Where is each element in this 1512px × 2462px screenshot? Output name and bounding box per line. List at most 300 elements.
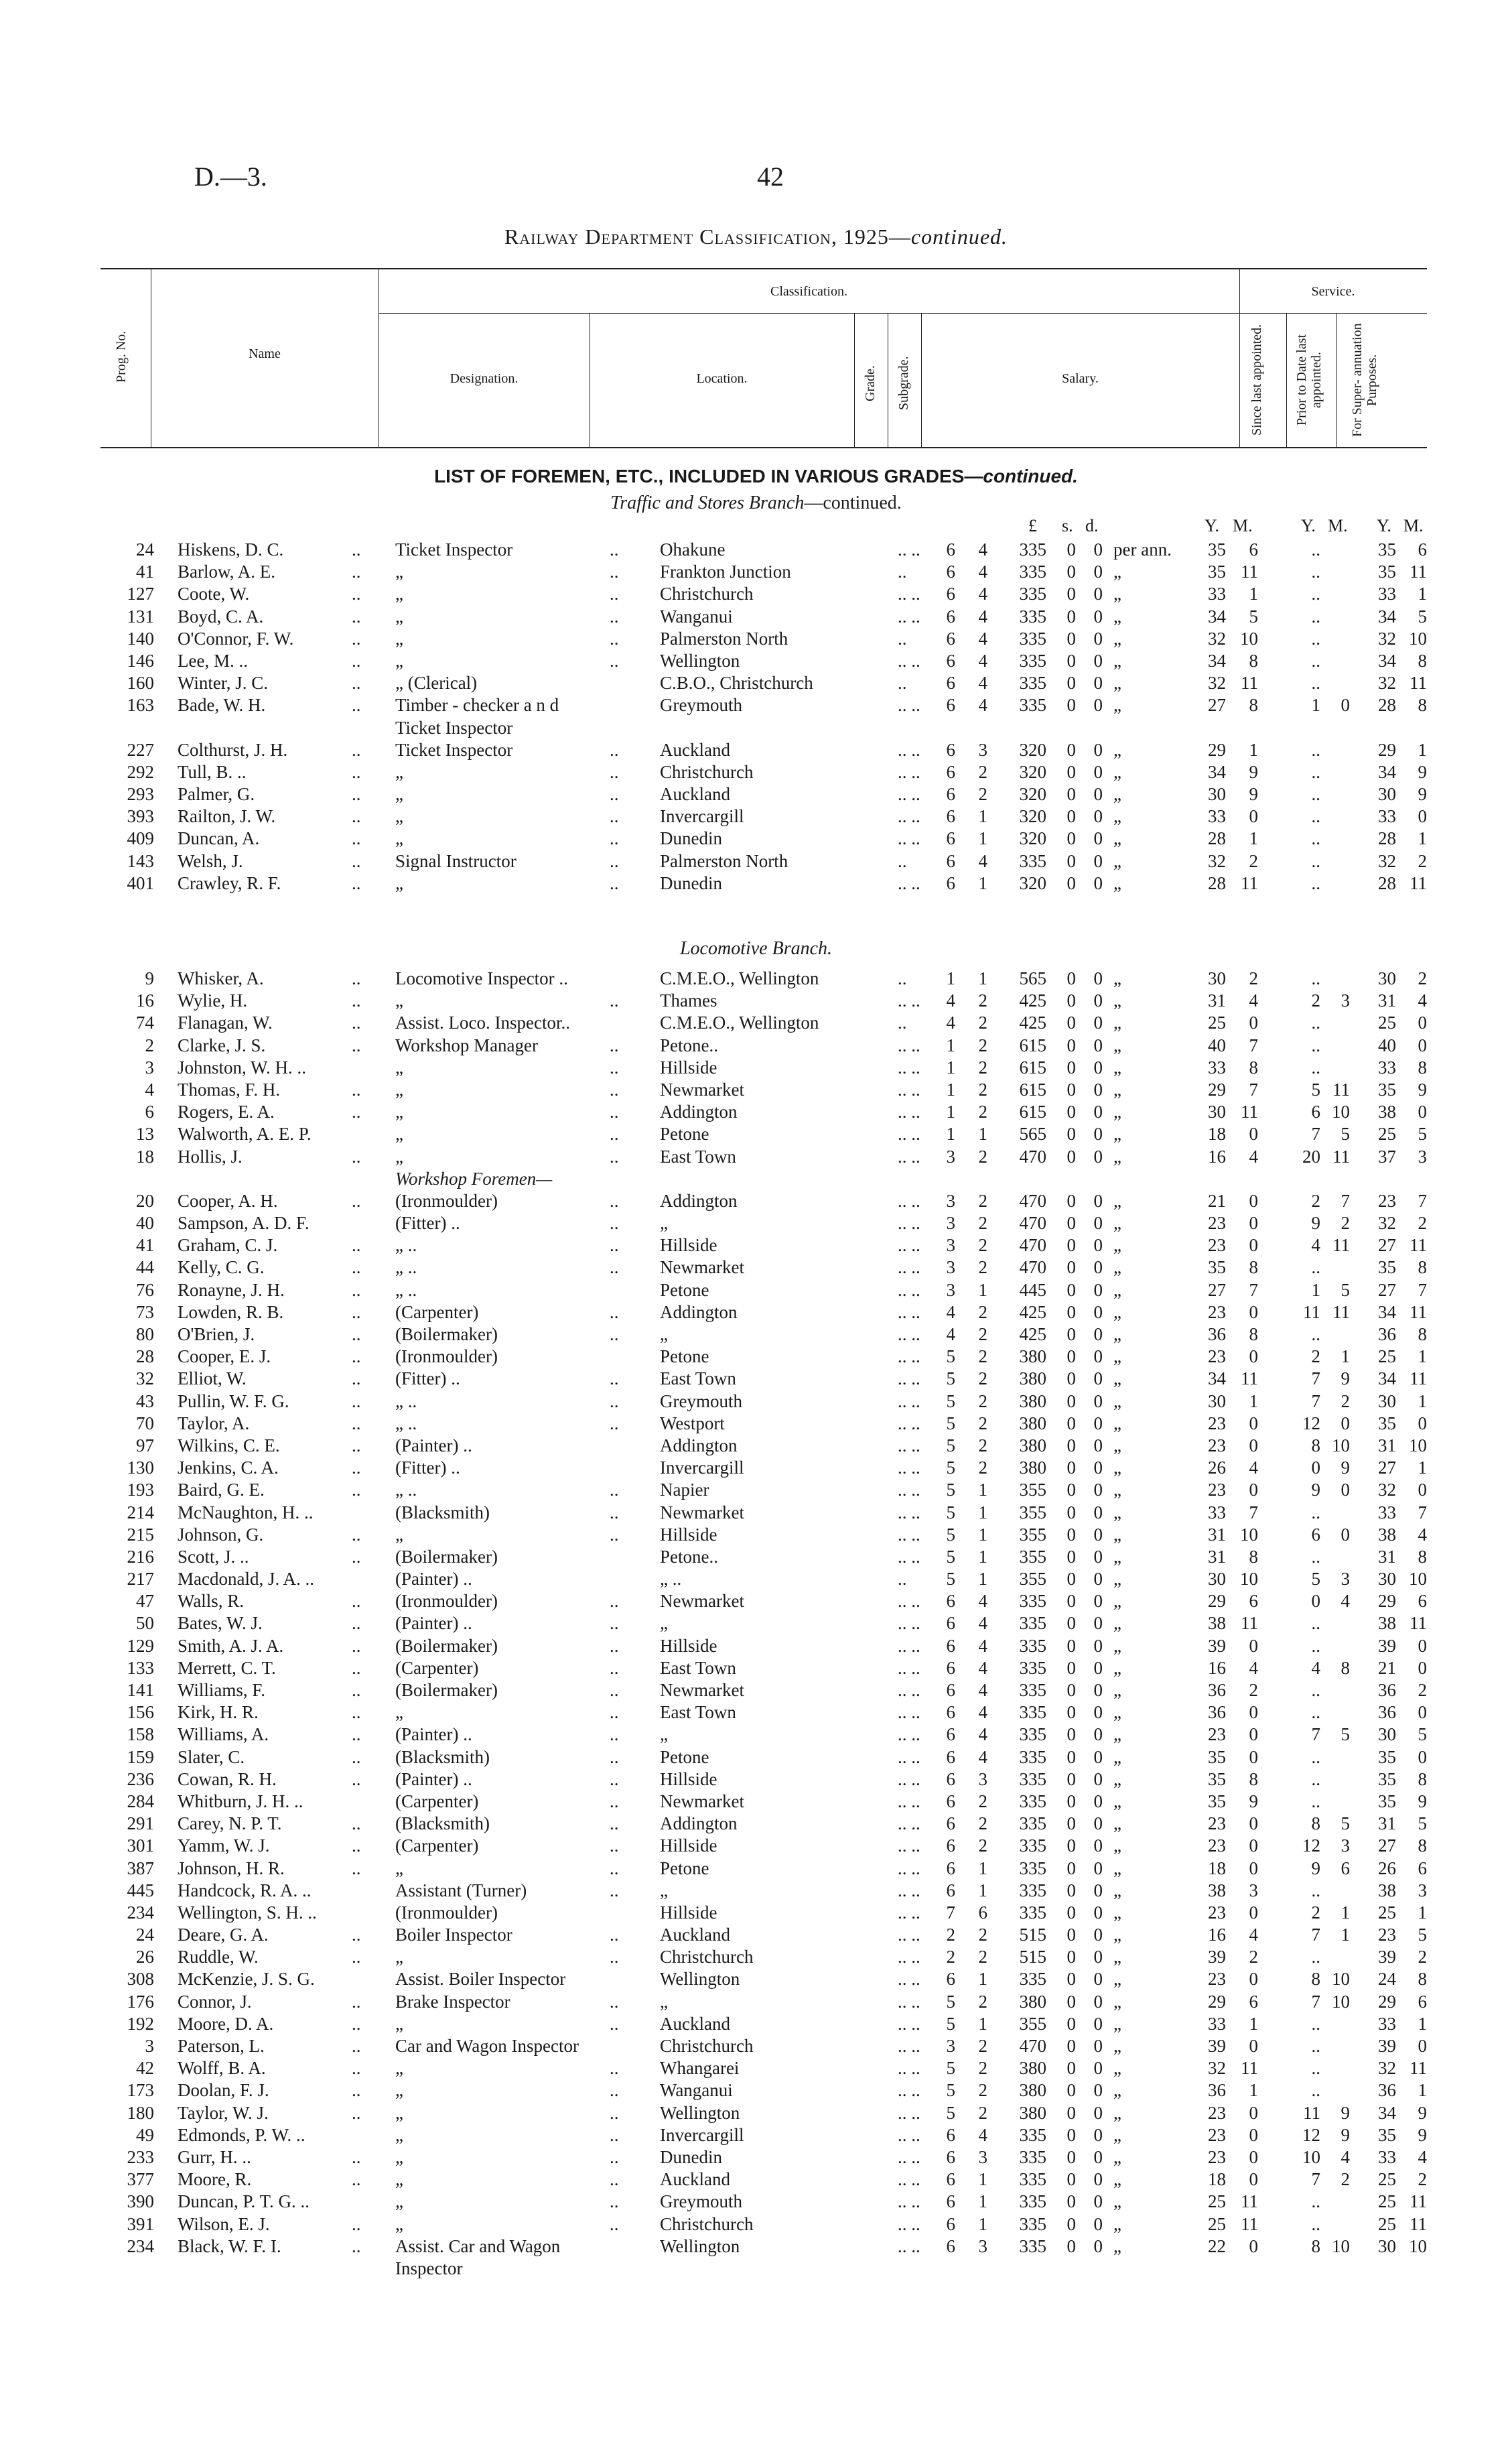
grade-cell: 6: [946, 1813, 955, 1834]
table-row: [0, 1368, 1512, 1390]
location-cell: Addington: [660, 1301, 738, 1322]
salary-period-cell: „: [1113, 2213, 1121, 2234]
prior-years-cell: 8: [1311, 1435, 1320, 1455]
leader-dots: .. ..: [898, 2236, 920, 2256]
leader-dots: .. ..: [898, 1457, 920, 1478]
since-last-months-cell: 0: [1249, 1413, 1258, 1433]
designation-cell: „: [395, 806, 403, 827]
subgrade-cell: 1: [978, 872, 987, 893]
prog-no-cell: 158: [127, 1724, 154, 1745]
salary-pence-cell: 0: [1093, 2013, 1103, 2034]
leader-dots: .. ..: [898, 2080, 920, 2101]
superannuation-years-cell: 38: [1378, 1524, 1396, 1545]
leader-dots: .. ..: [898, 2213, 920, 2234]
salary-period-cell: „: [1113, 990, 1121, 1011]
since-last-years-cell: 35: [1208, 539, 1226, 560]
superannuation-months-cell: 6: [1418, 1991, 1427, 2012]
salary-pounds-cell: 335: [1019, 2213, 1046, 2234]
location-cell: „: [660, 1880, 668, 1900]
name-cell: Connor, J.: [178, 1991, 252, 2012]
leader-dots: ..: [898, 628, 907, 649]
superannuation-months-cell: 2: [1418, 850, 1427, 871]
subgrade-cell: 4: [978, 673, 987, 694]
table-row: [0, 1235, 1512, 1257]
subgrade-cell: 4: [978, 1635, 987, 1656]
prior-months-cell: 2: [1341, 1390, 1350, 1411]
leader-dots: ..: [610, 606, 619, 627]
document-title: [0, 224, 1512, 249]
superannuation-months-cell: 5: [1418, 1925, 1427, 1945]
superannuation-months-cell: 9: [1418, 1791, 1427, 1811]
prior-years-cell: ..: [1311, 1057, 1320, 1078]
superannuation-years-cell: 32: [1378, 2058, 1396, 2079]
column-divider: [1286, 313, 1287, 447]
designation-cell: „: [395, 2213, 403, 2234]
prog-no-cell: 216: [127, 1546, 154, 1567]
since-last-months-cell: 0: [1249, 1190, 1258, 1211]
name-cell: Bade, W. H.: [178, 695, 266, 716]
grade-cell: 3: [946, 1190, 955, 1211]
name-cell: Walworth, A. E. P.: [178, 1124, 312, 1145]
salary-pounds-cell: 335: [1019, 606, 1046, 627]
unit-labels: [0, 516, 1512, 536]
since-last-months-cell: 8: [1249, 1324, 1258, 1344]
since-last-years-cell: 32: [1208, 850, 1226, 871]
superannuation-months-cell: 11: [1410, 1301, 1427, 1322]
designation-cell: „: [395, 1057, 403, 1078]
table-row: [0, 1925, 1512, 1947]
since-last-years-cell: 25: [1208, 1013, 1226, 1033]
designation-cell: Assistant (Turner): [395, 1880, 527, 1900]
prog-no-cell: 16: [136, 990, 154, 1011]
salary-shillings-cell: 0: [1067, 1635, 1076, 1656]
grade-cell: 5: [946, 1346, 955, 1367]
superannuation-years-cell: 28: [1378, 872, 1396, 893]
salary-pence-cell: 0: [1093, 1213, 1103, 1234]
leader-dots: ..: [610, 1680, 619, 1700]
since-last-months-cell: 0: [1249, 1858, 1258, 1878]
salary-period-cell: „: [1113, 1279, 1121, 1300]
salary-shillings-cell: 0: [1067, 2124, 1076, 2145]
salary-shillings-cell: 0: [1067, 1480, 1076, 1500]
table-row: [0, 806, 1512, 828]
since-last-years-cell: 25: [1208, 2213, 1226, 2234]
location-cell: Newmarket: [660, 1791, 744, 1811]
table-row: [0, 1302, 1512, 1324]
grade-cell: 6: [946, 1613, 955, 1634]
since-last-years-cell: 34: [1208, 606, 1226, 627]
leader-dots: .. ..: [898, 2191, 920, 2212]
salary-period-cell: „: [1113, 828, 1121, 849]
since-last-months-cell: 4: [1249, 1457, 1258, 1478]
designation-cell: „: [395, 2169, 403, 2190]
salary-pence-cell: 0: [1093, 990, 1103, 1011]
location-cell: Newmarket: [660, 1680, 744, 1700]
since-last-years-cell: 39: [1208, 2036, 1226, 2056]
salary-pence-cell: 0: [1093, 1591, 1103, 1612]
salary-period-cell: „: [1113, 1768, 1121, 1789]
location-cell: Dunedin: [660, 828, 722, 849]
leader-dots: ..: [352, 1746, 361, 1767]
prog-no-cell: 13: [136, 1124, 154, 1145]
prior-months-cell: 11: [1332, 1146, 1350, 1167]
leader-dots: .. ..: [898, 2058, 920, 2079]
leader-dots: ..: [352, 1680, 361, 1700]
superannuation-months-cell: 11: [1410, 2058, 1427, 2079]
since-last-months-cell: 0: [1249, 1013, 1258, 1033]
since-last-years-cell: 33: [1208, 2013, 1226, 2034]
location-cell: Wanganui: [660, 606, 733, 627]
leader-dots: ..: [352, 1190, 361, 1211]
prior-months-cell: 9: [1341, 1457, 1350, 1478]
location-cell: Christchurch: [660, 1947, 754, 1967]
name-cell: O'Connor, F. W.: [178, 628, 294, 649]
salary-period-cell: „: [1113, 1902, 1121, 1923]
leader-dots: ..: [352, 761, 361, 782]
location-cell: Dunedin: [660, 2146, 722, 2167]
name-cell: Scott, J. ..: [178, 1546, 249, 1567]
subgrade-cell: 1: [978, 1524, 987, 1545]
salary-pounds-cell: 320: [1019, 784, 1046, 805]
leader-dots: ..: [610, 2169, 619, 2190]
salary-pounds-cell: 380: [1019, 2080, 1046, 2101]
leader-dots: ..: [610, 784, 619, 805]
prior-years-cell: 4: [1311, 1235, 1320, 1256]
salary-pence-cell: 0: [1093, 1057, 1103, 1078]
table-row: [0, 784, 1512, 806]
subgrade-cell: 4: [978, 539, 987, 560]
superannuation-years-cell: 31: [1378, 1546, 1396, 1567]
location-cell: Ohakune: [660, 539, 726, 560]
leader-dots: .. ..: [898, 2036, 920, 2056]
location-cell: C.M.E.O., Wellington: [660, 968, 819, 988]
since-last-months-cell: 10: [1240, 628, 1258, 649]
table-row: [0, 740, 1512, 762]
grade-cell: 6: [946, 1746, 955, 1767]
table-row: [0, 1636, 1512, 1658]
leader-dots: .. ..: [898, 739, 920, 760]
leader-dots: ..: [610, 1791, 619, 1811]
salary-period-cell: „: [1113, 1858, 1121, 1878]
salary-pence-cell: 0: [1093, 850, 1103, 871]
superannuation-months-cell: 8: [1418, 1546, 1427, 1567]
grade-cell: 1: [946, 1102, 955, 1122]
grade-cell: 6: [946, 806, 955, 827]
leader-dots: ..: [610, 1057, 619, 1078]
salary-period-cell: „: [1113, 2169, 1121, 2190]
salary-pence-cell: 0: [1093, 1835, 1103, 1856]
table-row: [0, 1346, 1512, 1368]
superannuation-months-cell: 0: [1418, 1657, 1427, 1678]
grade-cell: 5: [946, 1413, 955, 1433]
prog-no-cell: 3: [145, 1057, 154, 1078]
superannuation-months-cell: 1: [1418, 2080, 1427, 2101]
table-row: [0, 1613, 1512, 1635]
table-row: [0, 718, 1512, 740]
table-row: [0, 1658, 1512, 1680]
salary-pence-cell: 0: [1093, 695, 1103, 716]
salary-pounds-cell: 425: [1019, 1301, 1046, 1322]
since-last-years-cell: 32: [1208, 628, 1226, 649]
location-cell: East Town: [660, 1368, 736, 1389]
since-last-years-cell: 36: [1208, 2080, 1226, 2101]
location-cell: Greymouth: [660, 695, 742, 716]
since-last-years-cell: 35: [1208, 1746, 1226, 1767]
grade-cell: 6: [946, 739, 955, 760]
salary-period-cell: „: [1113, 1035, 1121, 1055]
leader-dots: ..: [352, 1324, 361, 1344]
superannuation-years-cell: 35: [1378, 1746, 1396, 1767]
since-last-months-cell: 8: [1249, 1546, 1258, 1567]
salary-pence-cell: 0: [1093, 1902, 1103, 1923]
superannuation-months-cell: 1: [1418, 739, 1427, 760]
salary-shillings-cell: 0: [1067, 1013, 1076, 1033]
grade-cell: 3: [946, 1257, 955, 1278]
subgrade-cell: 1: [978, 1858, 987, 1878]
superannuation-months-cell: 7: [1418, 1279, 1427, 1300]
salary-pence-cell: 0: [1093, 539, 1103, 560]
since-last-years-cell: 23: [1208, 2102, 1226, 2123]
superannuation-years-cell: 37: [1378, 1146, 1396, 1167]
since-last-years-cell: 29: [1208, 1591, 1226, 1612]
superannuation-years-cell: 35: [1378, 2124, 1396, 2145]
salary-period-cell: „: [1113, 1569, 1121, 1590]
grade-cell: 6: [946, 539, 955, 560]
salary-pounds-cell: 445: [1019, 1279, 1046, 1300]
traffic-branch-suffix: —continued.: [804, 493, 902, 513]
prog-no-cell: 308: [127, 1969, 154, 1990]
page-number: 42: [757, 161, 784, 192]
traffic-branch-title: Traffic and Stores Branch: [610, 493, 805, 513]
leader-dots: ..: [610, 2213, 619, 2234]
prior-months-cell: 1: [1341, 1925, 1350, 1945]
designation-cell: Inspector: [395, 2258, 463, 2278]
since-last-years-cell: 23: [1208, 1435, 1226, 1455]
subgrade-cell: 2: [978, 1435, 987, 1455]
name-cell: Duncan, A.: [178, 828, 260, 849]
superannuation-months-cell: 5: [1418, 1124, 1427, 1145]
since-last-months-cell: 4: [1249, 1657, 1258, 1678]
salary-period-cell: „: [1113, 1680, 1121, 1700]
leader-dots: ..: [610, 1079, 619, 1100]
since-last-months-cell: 0: [1249, 1813, 1258, 1834]
table-row: [0, 1525, 1512, 1547]
prog-no-cell: 387: [127, 1858, 154, 1878]
prior-years-cell: ..: [1311, 1257, 1320, 1278]
salary-pounds-cell: 335: [1019, 1635, 1046, 1656]
salary-period-cell: „: [1113, 1057, 1121, 1078]
salary-pounds-cell: 615: [1019, 1057, 1046, 1078]
subheading-cell: Workshop Foremen—: [395, 1168, 553, 1189]
grade-cell: 6: [946, 1969, 955, 1990]
designation-cell: „: [395, 828, 403, 849]
salary-shillings-cell: 0: [1067, 1035, 1076, 1055]
since-last-months-cell: 6: [1249, 1591, 1258, 1612]
salary-pounds-cell: 335: [1019, 1835, 1046, 1856]
salary-pounds-cell: 335: [1019, 1902, 1046, 1923]
salary-period-cell: „: [1113, 1435, 1121, 1455]
superannuation-months-cell: 0: [1418, 1013, 1427, 1033]
leader-dots: .. ..: [898, 2169, 920, 2190]
leader-dots: .. ..: [898, 1991, 920, 2012]
superannuation-years-cell: 34: [1378, 2102, 1396, 2123]
section-title: [0, 466, 1512, 487]
since-last-years-cell: 30: [1208, 784, 1226, 805]
table-row: [0, 2147, 1512, 2169]
leader-dots: ..: [610, 1301, 619, 1322]
prior-months-cell: 0: [1341, 1480, 1350, 1500]
superannuation-years-cell: 27: [1378, 1457, 1396, 1478]
prog-no-cell: 141: [127, 1680, 154, 1700]
locomotive-branch-title: Locomotive Branch.: [679, 938, 833, 959]
prior-months-cell: 1: [1341, 1346, 1350, 1367]
location-cell: Addington: [660, 1190, 738, 1211]
superannuation-years-cell: 39: [1378, 1947, 1396, 1967]
salary-shillings-cell: 0: [1067, 1768, 1076, 1789]
grade-cell: 2: [946, 1947, 955, 1967]
leader-dots: ..: [352, 872, 361, 893]
subgrade-cell: 1: [978, 806, 987, 827]
superannuation-months-cell: 8: [1418, 1969, 1427, 1990]
leader-dots: ..: [610, 872, 619, 893]
location-cell: Wanganui: [660, 2080, 733, 2101]
superannuation-years-cell: 33: [1378, 1502, 1396, 1522]
superannuation-years-cell: 35: [1378, 1791, 1396, 1811]
since-last-months-cell: 8: [1249, 1768, 1258, 1789]
designation-cell: „: [395, 2146, 403, 2167]
table-row: [0, 990, 1512, 1013]
prog-no-cell: 70: [136, 1413, 154, 1433]
leader-dots: ..: [352, 1146, 361, 1167]
designation-cell: „: [395, 1102, 403, 1122]
superannuation-months-cell: 2: [1418, 2169, 1427, 2190]
location-cell: Hillside: [660, 1768, 717, 1789]
designation-cell: Ticket Inspector: [395, 739, 513, 760]
leader-dots: ..: [352, 1635, 361, 1656]
salary-period-cell: „: [1113, 1657, 1121, 1678]
since-last-months-cell: 1: [1249, 1390, 1258, 1411]
grade-cell: 4: [946, 1013, 955, 1033]
leader-dots: ..: [610, 1746, 619, 1767]
grade-cell: 6: [946, 1791, 955, 1811]
leader-dots: .. ..: [898, 872, 920, 893]
since-last-months-cell: 0: [1249, 1213, 1258, 1234]
name-cell: Wylie, H.: [178, 990, 248, 1011]
name-cell: Taylor, A.: [178, 1413, 250, 1433]
location-cell: Christchurch: [660, 2213, 754, 2234]
leader-dots: .. ..: [898, 1346, 920, 1367]
leader-dots: .. ..: [898, 1102, 920, 1122]
salary-pounds-cell: 470: [1019, 1257, 1046, 1278]
designation-cell: (Boilermaker): [395, 1324, 498, 1344]
prior-months-cell: 10: [1332, 1969, 1350, 1990]
leader-dots: ..: [898, 850, 907, 871]
table-row: [0, 2191, 1512, 2213]
header-rule: [379, 313, 1427, 314]
leader-dots: .. ..: [898, 1835, 920, 1856]
header-designation: Designation.: [450, 371, 519, 386]
superannuation-years-cell: 25: [1378, 1346, 1396, 1367]
subgrade-cell: 2: [978, 1991, 987, 2012]
leader-dots: .. ..: [898, 1680, 920, 1700]
grade-cell: 5: [946, 1569, 955, 1590]
salary-pounds-cell: 565: [1019, 1124, 1046, 1145]
designation-cell: Ticket Inspector: [395, 717, 513, 738]
location-cell: Wellington: [660, 650, 740, 671]
designation-cell: „: [395, 2124, 403, 2145]
subgrade-cell: 2: [978, 1057, 987, 1078]
grade-cell: 5: [946, 1524, 955, 1545]
grade-cell: 3: [946, 1213, 955, 1234]
salary-period-cell: „: [1113, 1213, 1121, 1234]
salary-pounds-cell: 470: [1019, 2036, 1046, 2056]
since-last-months-cell: 0: [1249, 1480, 1258, 1500]
salary-shillings-cell: 0: [1067, 695, 1076, 716]
since-last-months-cell: 4: [1249, 990, 1258, 1011]
since-last-months-cell: 0: [1249, 1124, 1258, 1145]
salary-pounds-cell: 335: [1019, 1591, 1046, 1612]
grade-cell: 1: [946, 1124, 955, 1145]
leader-dots: .. ..: [898, 1435, 920, 1455]
superannuation-months-cell: 8: [1418, 650, 1427, 671]
designation-cell: (Fitter) ..: [395, 1457, 460, 1478]
grade-cell: 6: [946, 1680, 955, 1700]
grade-cell: 6: [946, 1880, 955, 1900]
table-row: [0, 562, 1512, 584]
salary-period-cell: „: [1113, 584, 1121, 604]
leader-dots: .. ..: [898, 1969, 920, 1990]
salary-period-cell: „: [1113, 695, 1121, 716]
salary-period-cell: „: [1113, 1813, 1121, 1834]
salary-pounds-cell: 425: [1019, 1013, 1046, 1033]
table-row: [0, 1791, 1512, 1813]
prog-no-cell: 40: [136, 1213, 154, 1234]
grade-cell: 4: [946, 1324, 955, 1344]
since-last-months-cell: 0: [1249, 2036, 1258, 2056]
grade-cell: 6: [946, 562, 955, 582]
superannuation-months-cell: 11: [1410, 1613, 1427, 1634]
designation-cell: (Fitter) ..: [395, 1368, 460, 1389]
name-cell: Barlow, A. E.: [178, 562, 275, 582]
prior-months-cell: 10: [1332, 1991, 1350, 2012]
superannuation-years-cell: 32: [1378, 1213, 1396, 1234]
table-row: [0, 1547, 1512, 1569]
salary-shillings-cell: 0: [1067, 1057, 1076, 1078]
designation-cell: „: [395, 628, 403, 649]
salary-pence-cell: 0: [1093, 1257, 1103, 1278]
designation-cell: Timber - checker a n d: [395, 695, 559, 716]
subgrade-cell: 1: [978, 1502, 987, 1522]
superannuation-months-cell: 9: [1418, 1079, 1427, 1100]
since-last-years-cell: 29: [1208, 1079, 1226, 1100]
salary-shillings-cell: 0: [1067, 2058, 1076, 2079]
salary-shillings-cell: 0: [1067, 739, 1076, 760]
prior-months-cell: 5: [1341, 1279, 1350, 1300]
salary-pence-cell: 0: [1093, 1390, 1103, 1411]
table-row: [0, 762, 1512, 784]
table-row: [0, 1435, 1512, 1457]
salary-period-cell: per ann.: [1113, 539, 1172, 560]
designation-cell: „: [395, 761, 403, 782]
unit-pence: d.: [1085, 516, 1099, 535]
salary-shillings-cell: 0: [1067, 828, 1076, 849]
location-cell: Hillside: [660, 1835, 717, 1856]
leader-dots: ..: [610, 1235, 619, 1256]
prog-no-cell: 214: [127, 1502, 154, 1522]
salary-shillings-cell: 0: [1067, 1346, 1076, 1367]
salary-period-cell: „: [1113, 1235, 1121, 1256]
name-cell: Paterson, L.: [178, 2036, 265, 2056]
